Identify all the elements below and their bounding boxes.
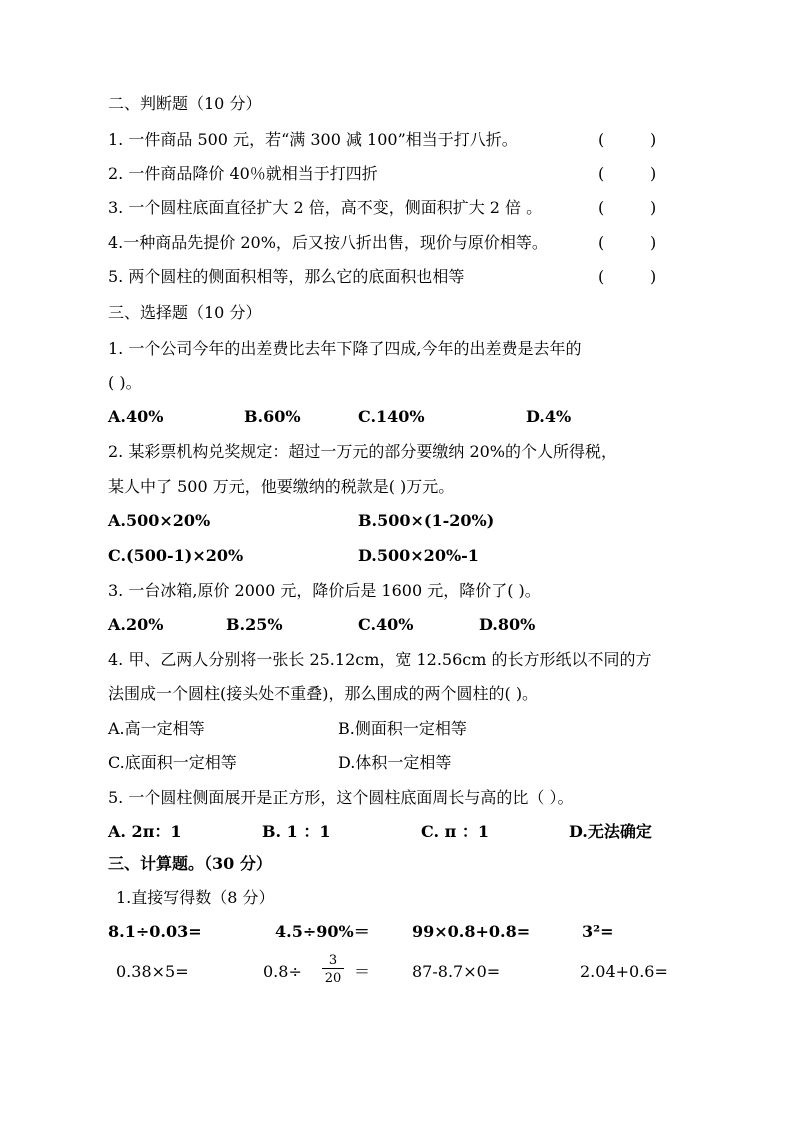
choice-q3-option-a: A.20% [108,615,164,634]
judge-answer-blank-4[interactable]: ( ) [598,233,657,252]
choice-q4-option-c: C.底面积一定相等 [108,753,237,772]
choice-q2-line2[interactable]: 某人中了 500 万元，他要缴纳的税款是( )万元。 [108,477,455,496]
choice-q1-option-d: D.4% [526,407,572,426]
choice-q1-line1: 1. 一个公司今年的出差费比去年下降了四成,今年的出差费是去年的 [108,339,582,358]
judge-item-5: 5. 两个圆柱的侧面积相等，那么它的底面积也相等 [108,267,465,286]
choice-q3-option-b: B.25% [226,615,283,634]
choice-q4-option-a: A.高一定相等 [108,719,205,738]
choice-q3-option-c: C.40% [358,615,414,634]
calc-item-3: 99×0.8+0.8= [412,922,531,941]
choice-q5-option-a: A. 2π：1 [108,822,182,841]
judge-item-1: 1. 一件商品 500 元，若“满 300 减 100”相当于打八折。 [108,130,518,149]
fraction-denominator: 20 [322,968,344,986]
choice-q2-option-c: C.(500-1)×20% [108,546,244,565]
choice-q5-option-d: D.无法确定 [569,822,652,841]
choice-q2-line1: 2. 某彩票机构兑奖规定：超过一万元的部分要缴纳 20%的个人所得税， [108,442,618,461]
choice-q4-option-d: D.体积一定相等 [338,753,452,772]
choice-q4-line2[interactable]: 法围成一个圆柱(接头处不重叠)，那么围成的两个圆柱的( )。 [108,684,539,703]
calc-item-7: 87-8.7×0= [412,962,501,981]
choice-q2-option-a: A.500×20% [108,511,211,530]
choice-q1-line2[interactable]: ( )。 [108,373,142,392]
fraction-3-20 [322,953,344,986]
judge-item-2: 2. 一件商品降价 40％就相当于打四折 [108,164,378,183]
calc-item-1: 8.1÷0.03= [108,922,202,941]
calc-item-5: 0.38×5= [116,962,189,981]
choice-q2-option-d: D.500×20%-1 [358,546,479,565]
calc-item-6-prefix: 0.8÷ [263,962,302,981]
calc-item-4: 3²= [582,922,614,941]
choice-q3-line1[interactable]: 3. 一台冰箱,原价 2000 元，降价后是 1600 元，降价了( )。 [108,581,541,600]
judge-answer-blank-5[interactable]: ( ) [598,267,657,286]
judge-answer-blank-2[interactable]: ( ) [598,164,657,183]
choice-q5-line1[interactable]: 5. 一个圆柱侧面展开是正方形，这个圆柱底面周长与高的比（ ）。 [108,788,574,807]
section-judge-title: 二、判断题（10 分） [108,94,262,113]
judge-item-3: 3. 一个圆柱底面直径扩大 2 倍，高不变，侧面积扩大 2 倍 。 [108,198,543,217]
choice-q3-option-d: D.80% [479,615,536,634]
choice-q1-option-b: B.60% [244,407,301,426]
calc-subtitle: 1.直接写得数（8 分） [116,888,275,907]
choice-q1-option-c: C.140% [358,407,425,426]
choice-q1-option-a: A.40% [108,407,164,426]
calc-item-6-equals: ＝ [354,962,371,981]
choice-q2-option-b: B.500×(1-20%) [358,511,495,530]
choice-q5-option-c: C. π ：1 [421,822,490,841]
choice-q4-line1: 4. 甲、乙两人分别将一张长 25.12cm，宽 12.56cm 的长方形纸以不同的方 [108,650,652,669]
calc-item-2: 4.5÷90%＝ [275,922,370,941]
judge-answer-blank-3[interactable]: ( ) [598,198,657,217]
calc-item-8: 2.04+0.6= [580,962,668,981]
section-choice-title: 三、选择题（10 分） [108,303,262,322]
judge-answer-blank-1[interactable]: ( ) [598,130,657,149]
choice-q4-option-b: B.侧面积一定相等 [338,719,467,738]
section-calc-title: 三、计算题。（30 分） [108,854,272,873]
fraction-numerator: 3 [328,953,338,968]
judge-item-4: 4.一种商品先提价 20%，后又按八折出售，现价与原价相等。 [108,233,548,252]
choice-q5-option-b: B. 1 ：1 [262,822,331,841]
